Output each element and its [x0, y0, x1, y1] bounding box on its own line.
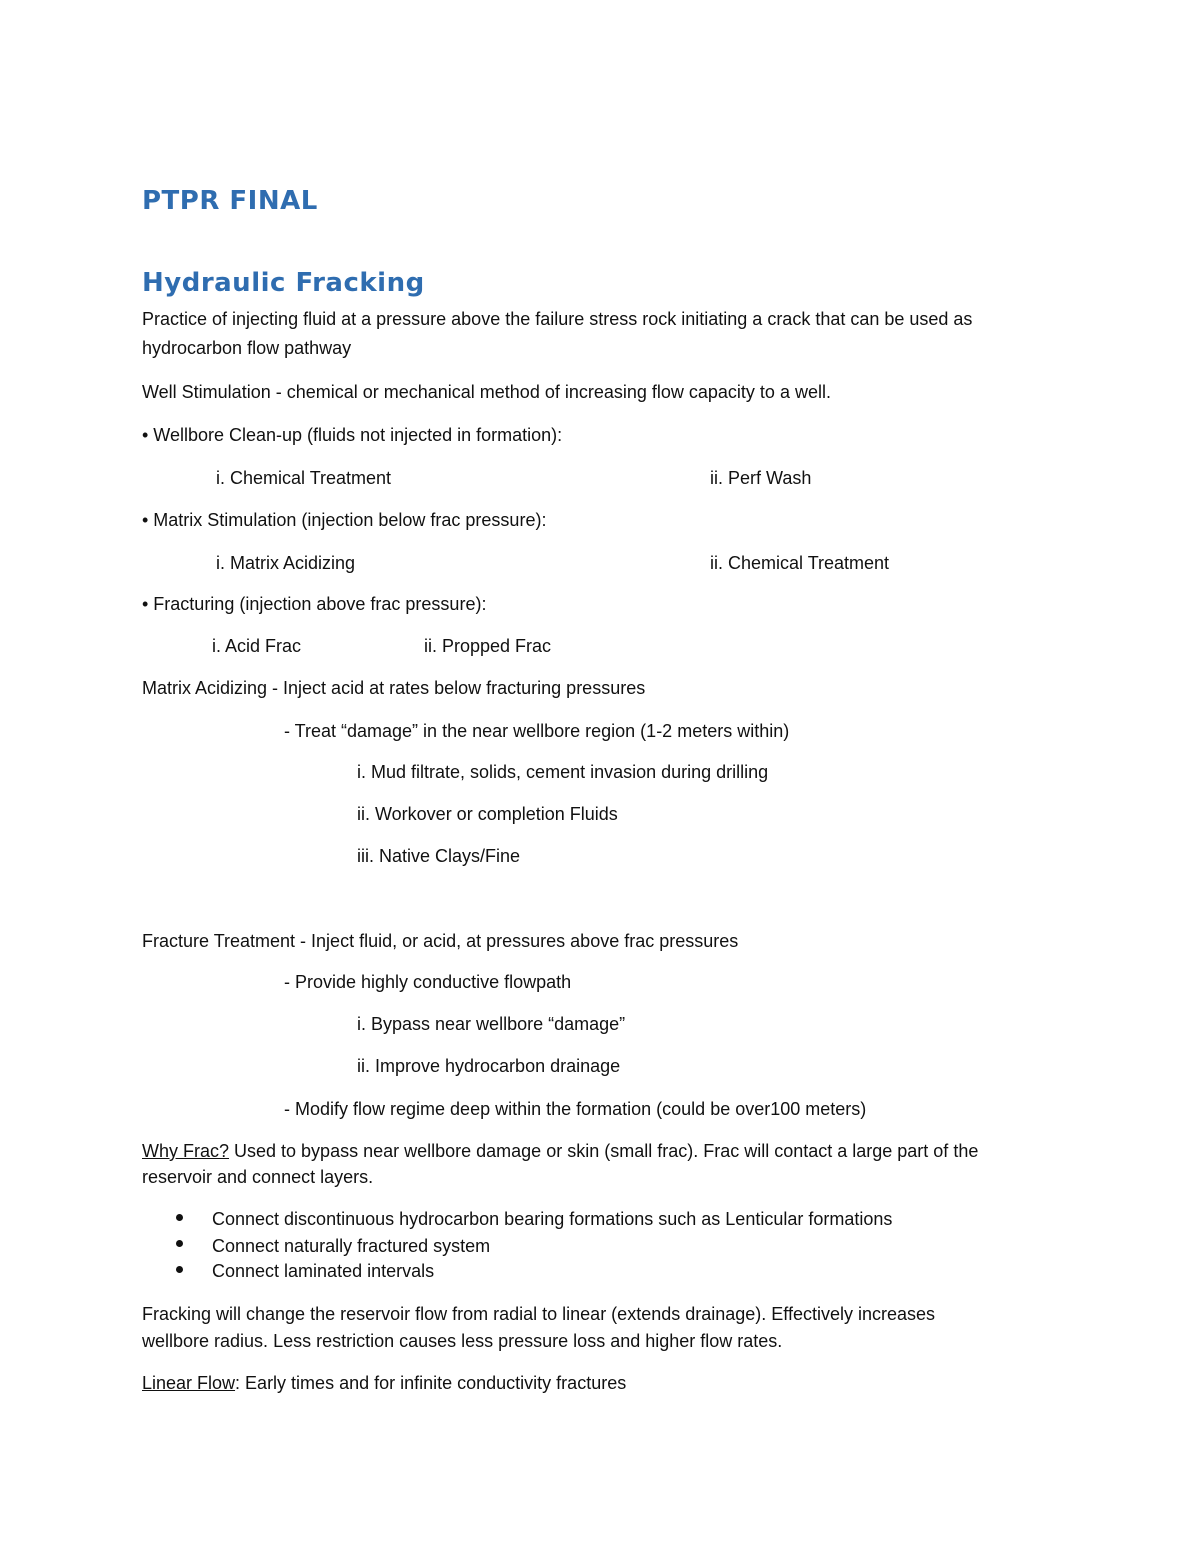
well-stimulation-definition: Well Stimulation - chemical or mechanical method of increasing flow capacity to a well.: [142, 382, 831, 402]
matrix-acidizing-treat: - Treat “damage” in the near wellbore region (1-2 meters within): [284, 721, 790, 741]
linear-flow-label: Linear Flow: [142, 1373, 236, 1393]
linear-flow-line: [142, 1370, 626, 1396]
linear-flow-text: : Early times and for infinite conductivity fractures: [235, 1373, 627, 1393]
fracturing-sub-i: i. Acid Frac: [212, 636, 302, 656]
matrix-acidizing-definition: Matrix Acidizing - Inject acid at rates below fracturing pressures: [142, 678, 646, 698]
fracture-treatment-provide: - Provide highly conductive flowpath: [284, 972, 572, 992]
why-frac-line-2: reservoir and connect layers.: [142, 1167, 374, 1187]
document-title: PTPR FINAL: [142, 186, 318, 216]
why-frac-text: Used to bypass near wellbore damage or skin (small frac). Frac will contact a large part of the: [229, 1141, 979, 1161]
fracture-treatment-modify: - Modify flow regime deep within the formation (could be over100 meters): [284, 1099, 867, 1119]
why-frac-label: Why Frac?: [142, 1141, 230, 1161]
section-heading: Hydraulic Fracking: [142, 268, 425, 298]
bullet-item: Connect laminated intervals: [212, 1261, 435, 1281]
matrix-stimulation-sub-i: i. Matrix Acidizing: [216, 553, 356, 573]
matrix-acidizing-sub-ii: ii. Workover or completion Fluids: [357, 804, 618, 824]
bullet-dot: [176, 1214, 183, 1221]
fracking-change-line-2: wellbore radius. Less restriction causes less pressure loss and higher flow rates.: [142, 1331, 783, 1351]
wellbore-cleanup-item: • Wellbore Clean-up (fluids not injected in formation):: [142, 425, 563, 445]
fracturing-item: • Fracturing (injection above frac pressure):: [142, 594, 487, 614]
fracture-treatment-sub-ii: ii. Improve hydrocarbon drainage: [357, 1056, 621, 1076]
fracture-treatment-definition: Fracture Treatment - Inject fluid, or acid, at pressures above frac pressures: [142, 931, 739, 951]
matrix-acidizing-sub-i: i. Mud filtrate, solids, cement invasion during drilling: [357, 762, 769, 782]
fracture-treatment-sub-i: i. Bypass near wellbore “damage”: [357, 1014, 626, 1034]
fracking-change-line-1: Fracking will change the reservoir flow from radial to linear (extends drainage). Effectively increases: [142, 1304, 936, 1324]
bullet-dot: [176, 1266, 183, 1273]
matrix-acidizing-sub-iii: iii. Native Clays/Fine: [357, 846, 521, 866]
bullet-item: Connect naturally fractured system: [212, 1236, 491, 1256]
matrix-stimulation-sub-ii: ii. Chemical Treatment: [710, 553, 890, 573]
wellbore-cleanup-sub-i: i. Chemical Treatment: [216, 468, 392, 488]
fracturing-sub-ii: ii. Propped Frac: [424, 636, 552, 656]
why-frac-line-1: [142, 1138, 978, 1164]
bullet-item: Connect discontinuous hydrocarbon bearing formations such as Lenticular formations: [212, 1209, 893, 1229]
intro-line-2: hydrocarbon flow pathway: [142, 338, 352, 358]
wellbore-cleanup-sub-ii: ii. Perf Wash: [710, 468, 812, 488]
intro-line-1: Practice of injecting fluid at a pressure above the failure stress rock initiating a crack that can be used as: [142, 309, 973, 329]
matrix-stimulation-item: • Matrix Stimulation (injection below frac pressure):: [142, 510, 547, 530]
bullet-dot: [176, 1240, 183, 1247]
